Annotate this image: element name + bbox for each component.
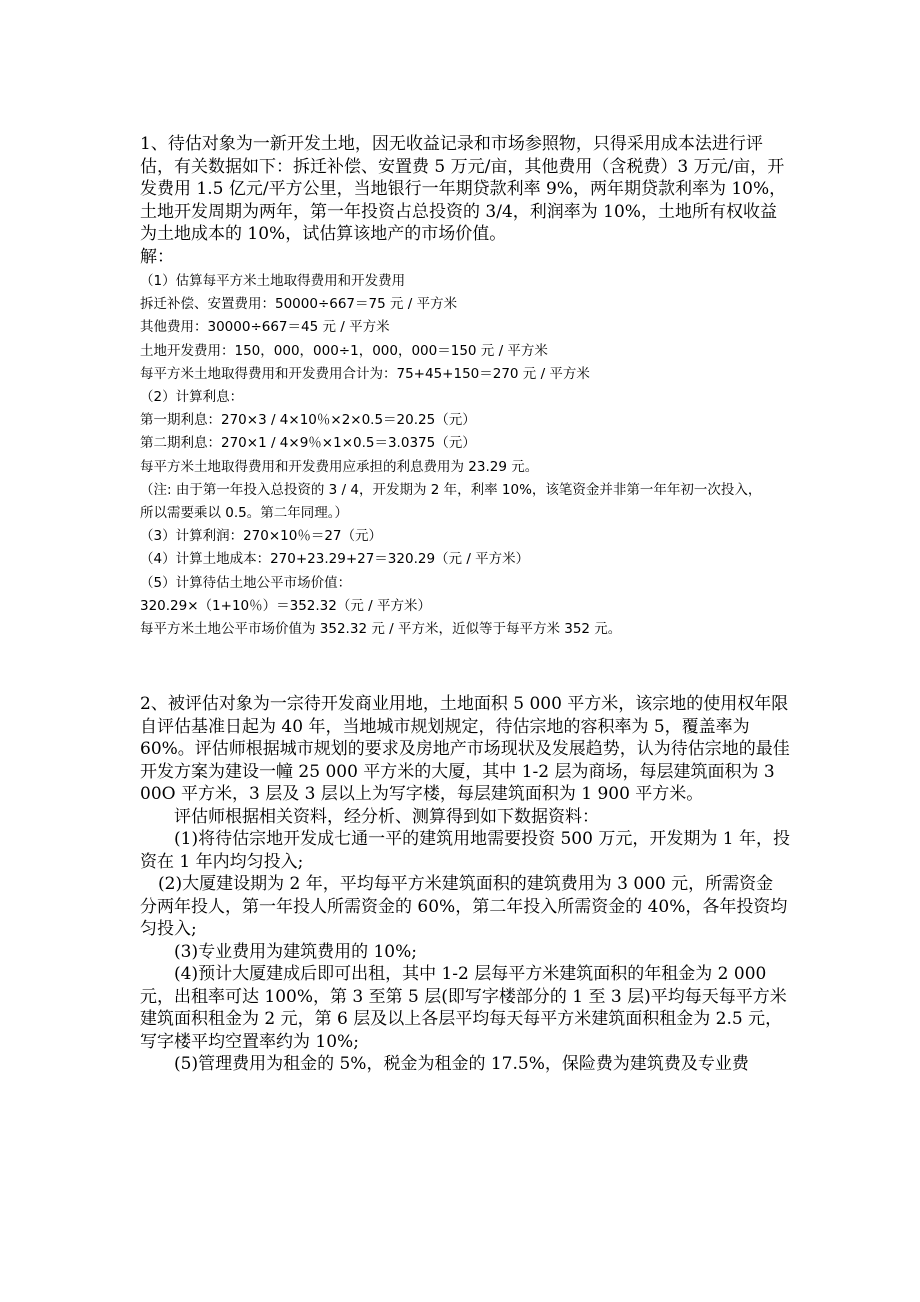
solution-line: 每平方米土地公平市场价值为 352.32 元 / 平方米，近似等于每平方米 352 元。 bbox=[140, 621, 622, 638]
solution-note: （注: 由于第一年投入总投资的 3 / 4，开发期为 2 年，利率 10%，该笔资金并非第一年年初一次投入， bbox=[140, 481, 762, 498]
problem2-item: (1)将待估宗地开发成七通一平的建筑用地需要投资 500 万元，开发期为 1 年，投资在 1 年内均匀投入; bbox=[140, 829, 790, 872]
problem2-intro: 评估师根据相关资料，经分析、测算得到如下数据资料： bbox=[174, 806, 599, 827]
problem2-item: (2)大厦建设期为 2 年，平均每平方米建筑面积的建筑费用为 3 000 元，所需资金分两年投人，第一年投人所需资金的 60%，第二年投入所需资金的 40%，各年投资均匀投入; bbox=[140, 874, 788, 940]
document-content bbox=[140, 133, 790, 1076]
solution-note: 所以需要乘以 0.5。第二年同理。） bbox=[140, 505, 349, 522]
solution-line: 第一期利息：270×3 / 4×10％×2×0.5＝20.25（元） bbox=[140, 412, 476, 429]
solution-line: 其他费用：30000÷667＝45 元 / 平方米 bbox=[140, 319, 390, 336]
solution-line: 每平方米土地取得费用和开发费用应承担的利息费用为 23.29 元。 bbox=[140, 458, 539, 475]
solution-line: （3）计算利润：270×10％＝27（元） bbox=[140, 528, 383, 545]
solution-line: （2）计算利息： bbox=[140, 389, 244, 406]
solution-line: （4）计算土地成本：270+23.29+27＝320.29（元 / 平方米） bbox=[140, 551, 530, 568]
section-gap bbox=[140, 641, 790, 693]
solution-line: （1）估算每平方米土地取得费用和开发费用 bbox=[140, 273, 406, 289]
problem2-item: (3)专业费用为建筑费用的 10%; bbox=[174, 941, 417, 962]
solution-line: 每平方米土地取得费用和开发费用合计为：75+45+150＝270 元 / 平方米 bbox=[140, 365, 590, 382]
solution-label: 解： bbox=[140, 246, 174, 267]
problem1-statement: 1、待估对象为一新开发土地，因无收益记录和市场参照物，只得采用成本法进行评估，有关数据如下：拆迁补偿、安置费 5 万元/亩，其他费用（含税费）3 万元/亩，开发费用 1.5 亿元/平方公里，当地银行一年期贷款利率 9%，两年期贷款利率为 10%，土地开发周期为两年，第一年投资占总投资的 3/4，利润率为 10%，土地所有权收益为土地成本的 10%，试估算该地产的市场价值。 bbox=[140, 134, 787, 244]
solution-line: 拆迁补偿、安置费用：50000÷667＝75 元 / 平方米 bbox=[140, 296, 458, 313]
solution-line: 土地开发费用：150，000，000÷1，000，000＝150 元 / 平方米 bbox=[140, 342, 548, 359]
solution-line: 第二期利息：270×1 / 4×9％×1×0.5＝3.0375（元） bbox=[140, 435, 476, 452]
solution-line: 320.29×（1+10％）＝352.32（元 / 平方米） bbox=[140, 597, 431, 614]
solution-line: （5）计算待估土地公平市场价值： bbox=[140, 574, 352, 591]
problem2-item: (5)管理费用为租金的 5%，税金为租金的 17.5%，保险费为建筑费及专业费 bbox=[174, 1054, 749, 1075]
problem1-solution bbox=[140, 270, 790, 641]
problem2-statement: 2、被评估对象为一宗待开发商业用地，土地面积 5 000 平方米，该宗地的使用权年限自评估基准日起为 40 年，当地城市规划规定，待估宗地的容积率为 5，覆盖率为 60%。评估师根据城市规划的要求及房地产市场现状及发展趋势，认为待估宗地的最佳开发方案为建设一幢 25 000 平方米的大厦，其中 1-2 层为商场，每层建筑面积为 3 00O 平方米，3 层及 3 层以上为写字楼，每层建筑面积为 1 900 平方米。 bbox=[140, 694, 790, 805]
problem2-item: (4)预计大厦建成后即可出租，其中 1-2 层每平方米建筑面积的年租金为 2 000 元，出租率可达 100%，第 3 至第 5 层(即写字楼部分的 1 至 3 层)平均每天每平方米建筑面积租金为 2 元，第 6 层及以上各层平均每天每平方米建筑面积租金为 2.5 元，写字楼平均空置率约为 10%; bbox=[140, 964, 787, 1052]
